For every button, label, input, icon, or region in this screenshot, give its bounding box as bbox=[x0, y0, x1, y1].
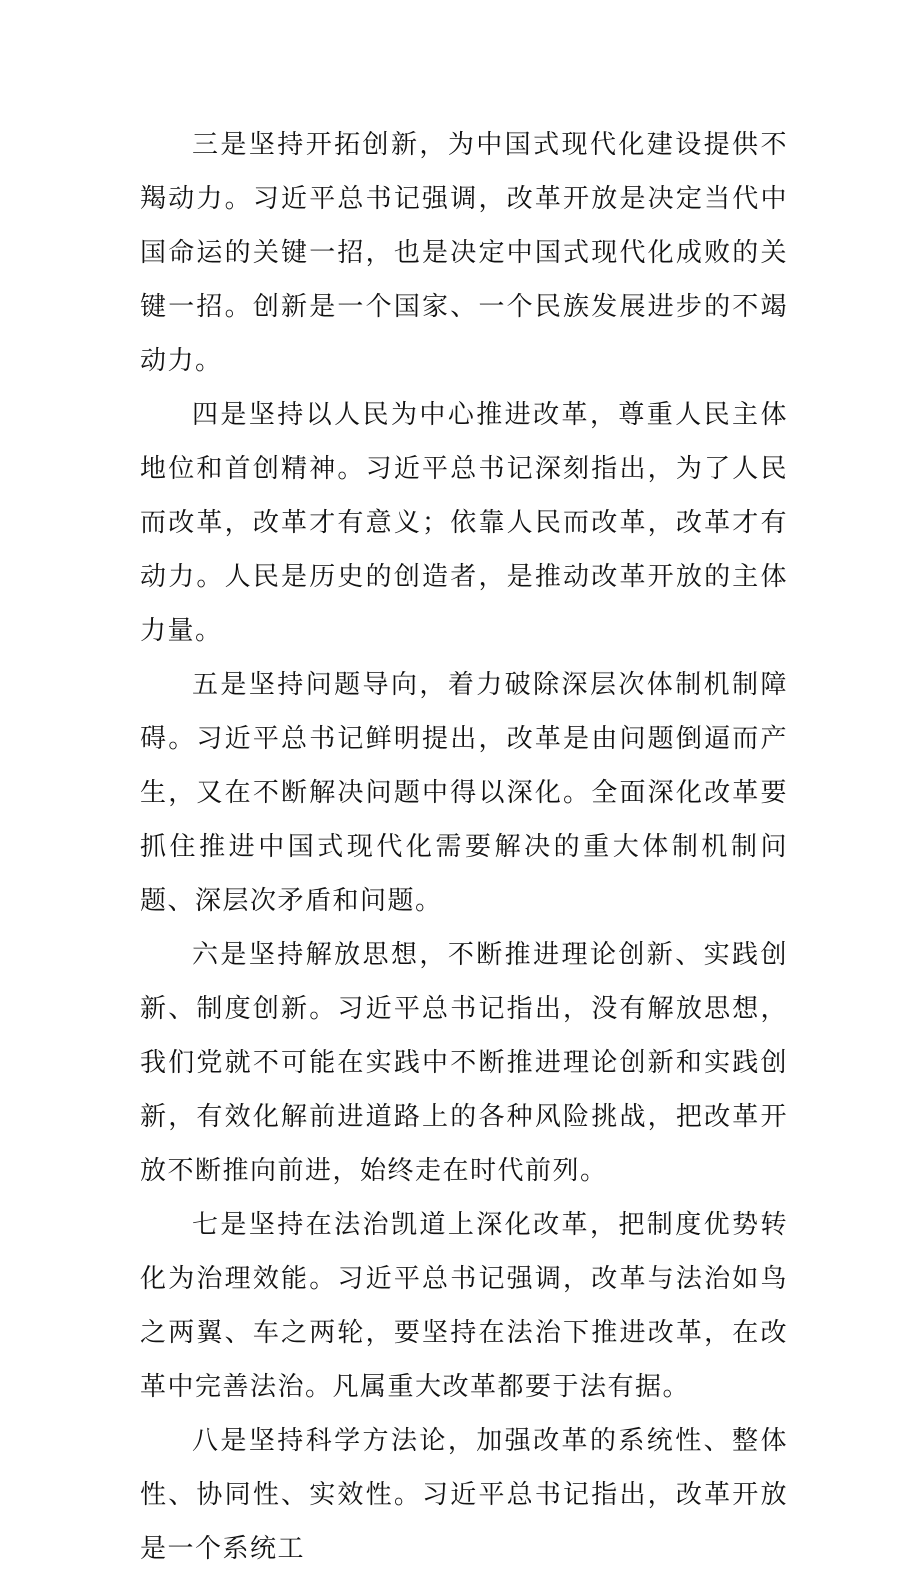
paragraph-8: 八是坚持科学方法论，加强改革的系统性、整体性、协同性、实效性。习近平总书记指出，改革开放是一个系统工 bbox=[140, 1426, 788, 1564]
paragraph-3: 三是坚持开拓创新，为中国式现代化建设提供不羯动力。习近平总书记强调，改革开放是决定当代中国命运的关键一招，也是决定中国式现代化成败的关键一招。创新是一个国家、一个民族发展进步的不竭动力。 bbox=[140, 130, 788, 376]
paragraph-4: 四是坚持以人民为中心推进改革，尊重人民主体地位和首创精神。习近平总书记深刻指出，为了人民而改革，改革才有意义；依靠人民而改革，改革才有动力。人民是历史的创造者，是推动改革开放的主体力量。 bbox=[140, 400, 788, 646]
document-body bbox=[140, 118, 788, 1576]
paragraph-7: 七是坚持在法治凯道上深化改革，把制度优势转化为治理效能。习近平总书记强调，改革与法治如鸟之两翼、车之两轮，要坚持在法治下推进改革，在改革中完善法治。凡属重大改革都要于法有据。 bbox=[140, 1210, 788, 1402]
paragraph-5: 五是坚持问题导向，着力破除深层次体制机制障碍。习近平总书记鲜明提出，改革是由问题倒逼而产生，又在不断解决问题中得以深化。全面深化改革要抓住推进中国式现代化需要解决的重大体制机制问题、深层次矛盾和问题。 bbox=[140, 670, 788, 916]
paragraph-6: 六是坚持解放思想，不断推进理论创新、实践创新、制度创新。习近平总书记指出，没有解放思想，我们党就不可能在实践中不断推进理论创新和实践创新，有效化解前进道路上的各种风险挑战，把改革开放不断推向前进，始终走在时代前列。 bbox=[140, 940, 788, 1186]
